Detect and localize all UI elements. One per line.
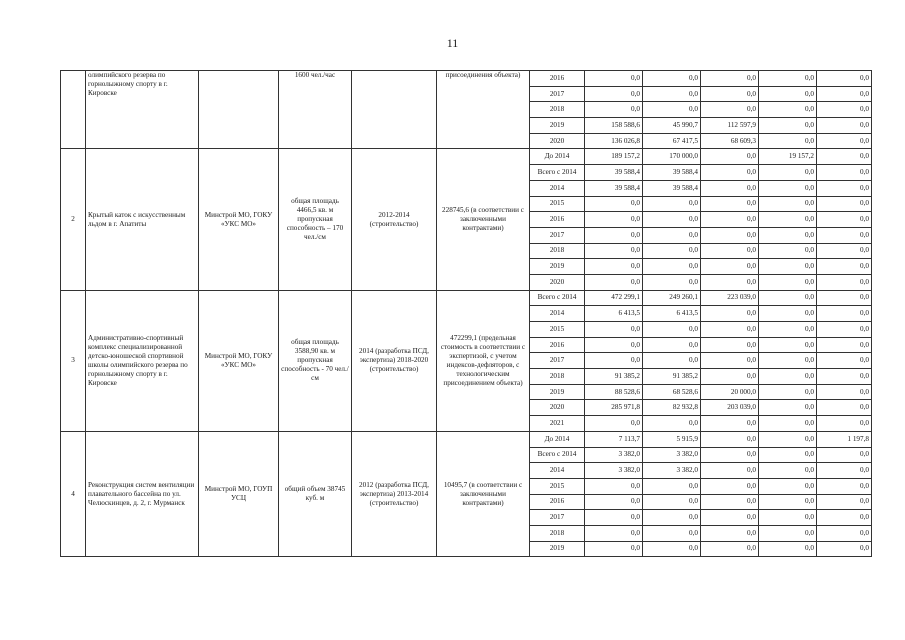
regional-budget-cell: 3 382,0 xyxy=(643,447,701,463)
year-cell: 2017 xyxy=(530,86,585,102)
extrabudget-cell: 0,0 xyxy=(817,525,872,541)
municipal-budget-cell: 0,0 xyxy=(759,243,817,259)
period-cell: 2014 (разработка ПСД, экспертиза) 2018-2020 (строительство) xyxy=(352,290,437,431)
federal-budget-cell: 0,0 xyxy=(701,494,759,510)
year-cell: 2017 xyxy=(530,227,585,243)
regional-budget-cell: 0,0 xyxy=(643,353,701,369)
federal-budget-cell: 0,0 xyxy=(701,71,759,87)
extrabudget-cell: 0,0 xyxy=(817,478,872,494)
regional-budget-cell: 0,0 xyxy=(643,525,701,541)
year-cell: 2016 xyxy=(530,494,585,510)
table-row xyxy=(61,71,872,87)
objects-table xyxy=(60,70,872,557)
municipal-budget-cell: 0,0 xyxy=(759,133,817,149)
extrabudget-cell: 0,0 xyxy=(817,243,872,259)
municipal-budget-cell: 0,0 xyxy=(759,463,817,479)
total-value-cell: 472 299,1 xyxy=(585,290,643,306)
federal-budget-cell: 0,0 xyxy=(701,478,759,494)
extrabudget-cell: 0,0 xyxy=(817,71,872,87)
federal-budget-cell: 203 039,0 xyxy=(701,400,759,416)
extrabudget-cell: 0,0 xyxy=(817,180,872,196)
federal-budget-cell: 0,0 xyxy=(701,196,759,212)
extrabudget-cell: 0,0 xyxy=(817,259,872,275)
year-cell: 2014 xyxy=(530,463,585,479)
customer-cell: Минстрой МО, ГОКУ «УКС МО» xyxy=(199,290,279,431)
regional-budget-cell: 0,0 xyxy=(643,541,701,557)
municipal-budget-cell: 0,0 xyxy=(759,274,817,290)
total-value-cell: 0,0 xyxy=(585,274,643,290)
extrabudget-cell: 0,0 xyxy=(817,196,872,212)
object-name-cell: Административно-спортивный комплекс специализированной детско-юношеской спортивной школы олимпийского резерва по горнолыжному спорту в г. Кировске xyxy=(86,290,199,431)
year-cell: 2015 xyxy=(530,478,585,494)
total-value-cell: 7 113,7 xyxy=(585,431,643,447)
year-cell: 2020 xyxy=(530,274,585,290)
regional-budget-cell: 5 915,9 xyxy=(643,431,701,447)
federal-budget-cell: 0,0 xyxy=(701,431,759,447)
federal-budget-cell: 0,0 xyxy=(701,306,759,322)
federal-budget-cell: 0,0 xyxy=(701,525,759,541)
row-number-cell: 2 xyxy=(61,149,86,290)
extrabudget-cell: 0,0 xyxy=(817,165,872,181)
regional-budget-cell: 0,0 xyxy=(643,322,701,338)
year-cell: 2020 xyxy=(530,400,585,416)
federal-budget-cell: 0,0 xyxy=(701,149,759,165)
municipal-budget-cell: 0,0 xyxy=(759,337,817,353)
extrabudget-cell: 0,0 xyxy=(817,306,872,322)
regional-budget-cell: 91 385,2 xyxy=(643,369,701,385)
federal-budget-cell: 0,0 xyxy=(701,165,759,181)
municipal-budget-cell: 0,0 xyxy=(759,322,817,338)
year-cell: Всего с 2014 xyxy=(530,290,585,306)
extrabudget-cell: 0,0 xyxy=(817,400,872,416)
regional-budget-cell: 0,0 xyxy=(643,478,701,494)
municipal-budget-cell: 0,0 xyxy=(759,541,817,557)
municipal-budget-cell: 0,0 xyxy=(759,416,817,432)
federal-budget-cell: 0,0 xyxy=(701,212,759,228)
cost-cell: 10495,7 (в соответствии с заключенными контрактами) xyxy=(437,431,530,557)
federal-budget-cell: 20 000,0 xyxy=(701,384,759,400)
total-value-cell: 158 588,6 xyxy=(585,118,643,134)
customer-cell xyxy=(199,71,279,149)
regional-budget-cell: 0,0 xyxy=(643,86,701,102)
year-cell: 2015 xyxy=(530,196,585,212)
total-value-cell: 91 385,2 xyxy=(585,369,643,385)
capacity-cell: 1600 чел./час xyxy=(279,71,352,149)
extrabudget-cell: 0,0 xyxy=(817,149,872,165)
regional-budget-cell: 39 588,4 xyxy=(643,165,701,181)
total-value-cell: 6 413,5 xyxy=(585,306,643,322)
row-number-cell: 3 xyxy=(61,290,86,431)
total-value-cell: 136 026,8 xyxy=(585,133,643,149)
total-value-cell: 0,0 xyxy=(585,322,643,338)
page-number: 11 xyxy=(446,36,459,50)
table-row xyxy=(61,431,872,447)
extrabudget-cell: 0,0 xyxy=(817,322,872,338)
year-cell: 2018 xyxy=(530,369,585,385)
extrabudget-cell: 0,0 xyxy=(817,541,872,557)
cost-cell: 472299,1 (предельная стоимость в соответствии с экспертизой, с учетом индексов-дефляторов, с технологическим присоединением объекта) xyxy=(437,290,530,431)
regional-budget-cell: 249 260,1 xyxy=(643,290,701,306)
municipal-budget-cell: 0,0 xyxy=(759,510,817,526)
extrabudget-cell: 0,0 xyxy=(817,384,872,400)
municipal-budget-cell: 0,0 xyxy=(759,384,817,400)
total-value-cell: 0,0 xyxy=(585,416,643,432)
total-value-cell: 3 382,0 xyxy=(585,463,643,479)
year-cell: 2020 xyxy=(530,133,585,149)
total-value-cell: 3 382,0 xyxy=(585,447,643,463)
year-cell: 2019 xyxy=(530,118,585,134)
federal-budget-cell: 0,0 xyxy=(701,227,759,243)
municipal-budget-cell: 0,0 xyxy=(759,118,817,134)
regional-budget-cell: 0,0 xyxy=(643,243,701,259)
federal-budget-cell: 0,0 xyxy=(701,416,759,432)
total-value-cell: 0,0 xyxy=(585,243,643,259)
year-cell: 2014 xyxy=(530,180,585,196)
year-cell: 2017 xyxy=(530,510,585,526)
extrabudget-cell: 0,0 xyxy=(817,494,872,510)
federal-budget-cell: 0,0 xyxy=(701,369,759,385)
total-value-cell: 0,0 xyxy=(585,478,643,494)
regional-budget-cell: 67 417,5 xyxy=(643,133,701,149)
municipal-budget-cell: 0,0 xyxy=(759,71,817,87)
total-value-cell: 0,0 xyxy=(585,510,643,526)
total-value-cell: 0,0 xyxy=(585,525,643,541)
municipal-budget-cell: 0,0 xyxy=(759,306,817,322)
federal-budget-cell: 0,0 xyxy=(701,447,759,463)
municipal-budget-cell: 0,0 xyxy=(759,353,817,369)
extrabudget-cell: 1 197,8 xyxy=(817,431,872,447)
total-value-cell: 0,0 xyxy=(585,353,643,369)
federal-budget-cell: 0,0 xyxy=(701,86,759,102)
total-value-cell: 0,0 xyxy=(585,337,643,353)
total-value-cell: 39 588,4 xyxy=(585,180,643,196)
municipal-budget-cell: 0,0 xyxy=(759,227,817,243)
year-cell: До 2014 xyxy=(530,431,585,447)
regional-budget-cell: 170 000,0 xyxy=(643,149,701,165)
municipal-budget-cell: 0,0 xyxy=(759,478,817,494)
regional-budget-cell: 68 528,6 xyxy=(643,384,701,400)
object-name-cell: Крытый каток с искусственным льдом в г. Апатиты xyxy=(86,149,199,290)
year-cell: 2019 xyxy=(530,541,585,557)
cost-cell: присоединения объекта) xyxy=(437,71,530,149)
federal-budget-cell: 68 609,3 xyxy=(701,133,759,149)
municipal-budget-cell: 0,0 xyxy=(759,290,817,306)
extrabudget-cell: 0,0 xyxy=(817,290,872,306)
regional-budget-cell: 39 588,4 xyxy=(643,180,701,196)
total-value-cell: 0,0 xyxy=(585,71,643,87)
customer-cell: Минстрой МО, ГОКУ «УКС МО» xyxy=(199,149,279,290)
total-value-cell: 0,0 xyxy=(585,541,643,557)
year-cell: 2019 xyxy=(530,259,585,275)
federal-budget-cell: 0,0 xyxy=(701,102,759,118)
year-cell: 2016 xyxy=(530,71,585,87)
regional-budget-cell: 0,0 xyxy=(643,416,701,432)
municipal-budget-cell: 19 157,2 xyxy=(759,149,817,165)
federal-budget-cell: 0,0 xyxy=(701,541,759,557)
year-cell: 2016 xyxy=(530,337,585,353)
cost-cell: 228745,6 (в соответствии с заключенными контрактами) xyxy=(437,149,530,290)
total-value-cell: 0,0 xyxy=(585,259,643,275)
object-name-cell: олимпийского резерва по горнолыжному спорту в г. Кировске xyxy=(86,71,199,149)
extrabudget-cell: 0,0 xyxy=(817,369,872,385)
regional-budget-cell: 0,0 xyxy=(643,71,701,87)
extrabudget-cell: 0,0 xyxy=(817,102,872,118)
regional-budget-cell: 0,0 xyxy=(643,196,701,212)
federal-budget-cell: 0,0 xyxy=(701,322,759,338)
municipal-budget-cell: 0,0 xyxy=(759,102,817,118)
year-cell: До 2014 xyxy=(530,149,585,165)
municipal-budget-cell: 0,0 xyxy=(759,86,817,102)
municipal-budget-cell: 0,0 xyxy=(759,494,817,510)
total-value-cell: 0,0 xyxy=(585,212,643,228)
row-number-cell: 4 xyxy=(61,431,86,557)
table-row xyxy=(61,290,872,306)
municipal-budget-cell: 0,0 xyxy=(759,525,817,541)
municipal-budget-cell: 0,0 xyxy=(759,165,817,181)
year-cell: Всего с 2014 xyxy=(530,165,585,181)
extrabudget-cell: 0,0 xyxy=(817,510,872,526)
total-value-cell: 189 157,2 xyxy=(585,149,643,165)
year-cell: 2019 xyxy=(530,384,585,400)
extrabudget-cell: 0,0 xyxy=(817,274,872,290)
year-cell: 2018 xyxy=(530,525,585,541)
period-cell: 2012-2014 (строительство) xyxy=(352,149,437,290)
extrabudget-cell: 0,0 xyxy=(817,416,872,432)
regional-budget-cell: 0,0 xyxy=(643,337,701,353)
period-cell xyxy=(352,71,437,149)
federal-budget-cell: 0,0 xyxy=(701,463,759,479)
regional-budget-cell: 0,0 xyxy=(643,494,701,510)
customer-cell: Минстрой МО, ГОУП УСЦ xyxy=(199,431,279,557)
year-cell: 2016 xyxy=(530,212,585,228)
period-cell: 2012 (разработка ПСД, экспертиза) 2013-2014 (строительство) xyxy=(352,431,437,557)
municipal-budget-cell: 0,0 xyxy=(759,212,817,228)
year-cell: 2014 xyxy=(530,306,585,322)
federal-budget-cell: 0,0 xyxy=(701,243,759,259)
total-value-cell: 0,0 xyxy=(585,102,643,118)
regional-budget-cell: 82 932,8 xyxy=(643,400,701,416)
municipal-budget-cell: 0,0 xyxy=(759,196,817,212)
total-value-cell: 0,0 xyxy=(585,86,643,102)
municipal-budget-cell: 0,0 xyxy=(759,431,817,447)
municipal-budget-cell: 0,0 xyxy=(759,369,817,385)
federal-budget-cell: 112 597,9 xyxy=(701,118,759,134)
total-value-cell: 39 588,4 xyxy=(585,165,643,181)
total-value-cell: 88 528,6 xyxy=(585,384,643,400)
year-cell: 2018 xyxy=(530,102,585,118)
extrabudget-cell: 0,0 xyxy=(817,133,872,149)
total-value-cell: 0,0 xyxy=(585,196,643,212)
federal-budget-cell: 0,0 xyxy=(701,259,759,275)
object-name-cell: Реконструкция систем вентиляции плавательного бассейна по ул. Челюскинцев, д. 2, г. Мурманск xyxy=(86,431,199,557)
capacity-cell: общая площадь 3588,90 кв. м пропускная способность - 70 чел./см xyxy=(279,290,352,431)
regional-budget-cell: 0,0 xyxy=(643,259,701,275)
regional-budget-cell: 0,0 xyxy=(643,227,701,243)
regional-budget-cell: 3 382,0 xyxy=(643,463,701,479)
municipal-budget-cell: 0,0 xyxy=(759,259,817,275)
year-cell: 2017 xyxy=(530,353,585,369)
year-cell: 2021 xyxy=(530,416,585,432)
regional-budget-cell: 0,0 xyxy=(643,274,701,290)
row-number-cell xyxy=(61,71,86,149)
total-value-cell: 0,0 xyxy=(585,227,643,243)
extrabudget-cell: 0,0 xyxy=(817,353,872,369)
total-value-cell: 0,0 xyxy=(585,494,643,510)
extrabudget-cell: 0,0 xyxy=(817,463,872,479)
municipal-budget-cell: 0,0 xyxy=(759,180,817,196)
year-cell: Всего с 2014 xyxy=(530,447,585,463)
capacity-cell: общий объем 38745 куб. м xyxy=(279,431,352,557)
extrabudget-cell: 0,0 xyxy=(817,212,872,228)
year-cell: 2018 xyxy=(530,243,585,259)
extrabudget-cell: 0,0 xyxy=(817,86,872,102)
regional-budget-cell: 45 990,7 xyxy=(643,118,701,134)
capacity-cell: общая площадь 4466,5 кв. м пропускная способность – 170 чел./см xyxy=(279,149,352,290)
extrabudget-cell: 0,0 xyxy=(817,118,872,134)
total-value-cell: 285 971,8 xyxy=(585,400,643,416)
federal-budget-cell: 0,0 xyxy=(701,353,759,369)
federal-budget-cell: 0,0 xyxy=(701,274,759,290)
extrabudget-cell: 0,0 xyxy=(817,337,872,353)
federal-budget-cell: 0,0 xyxy=(701,180,759,196)
municipal-budget-cell: 0,0 xyxy=(759,400,817,416)
extrabudget-cell: 0,0 xyxy=(817,227,872,243)
federal-budget-cell: 223 039,0 xyxy=(701,290,759,306)
federal-budget-cell: 0,0 xyxy=(701,337,759,353)
regional-budget-cell: 0,0 xyxy=(643,102,701,118)
extrabudget-cell: 0,0 xyxy=(817,447,872,463)
regional-budget-cell: 0,0 xyxy=(643,212,701,228)
table-row xyxy=(61,149,872,165)
federal-budget-cell: 0,0 xyxy=(701,510,759,526)
municipal-budget-cell: 0,0 xyxy=(759,447,817,463)
regional-budget-cell: 6 413,5 xyxy=(643,306,701,322)
year-cell: 2015 xyxy=(530,322,585,338)
regional-budget-cell: 0,0 xyxy=(643,510,701,526)
